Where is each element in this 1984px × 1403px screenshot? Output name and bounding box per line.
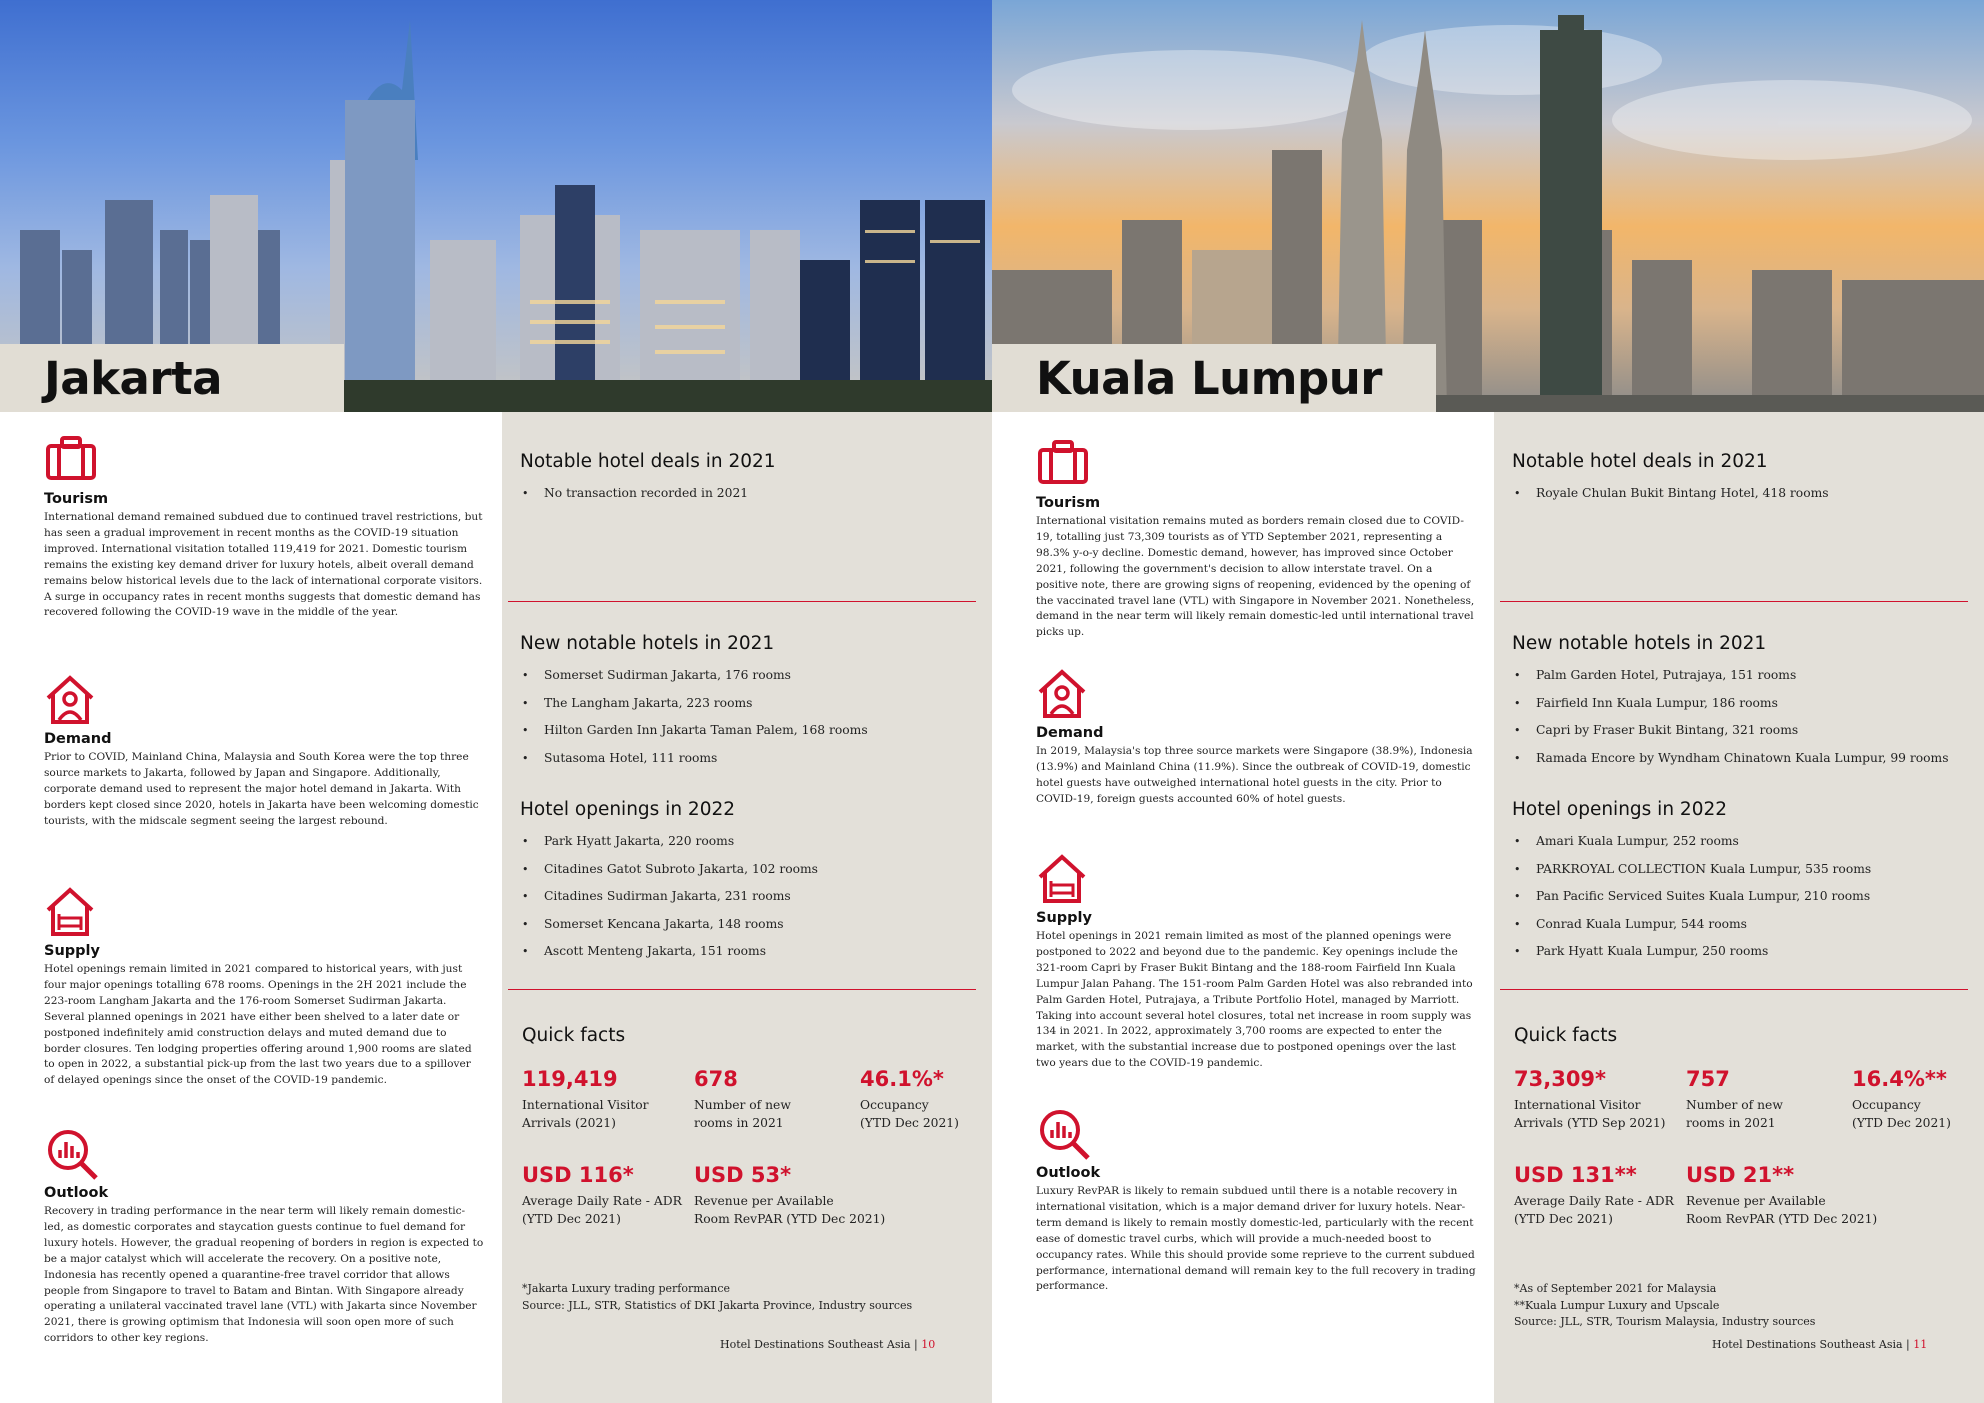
stat-label: Average Daily Rate - ADR (YTD Dec 2021) [522,1194,682,1226]
footnotes [1514,1281,1815,1331]
suitcase-icon [44,434,100,486]
stat-occupancy [1852,1066,1951,1132]
list-item: • Sutasoma Hotel, 111 rooms [520,745,980,773]
page-footer [720,1338,935,1351]
list-item: • Fairfield Inn Kuala Lumpur, 186 rooms [1512,690,1972,718]
stat-label: Number of new rooms in 2021 [694,1098,791,1130]
stat-value: 46.1%* [860,1067,944,1091]
page-number: 11 [1913,1338,1928,1351]
stat-value: 757 [1686,1067,1730,1091]
deals-heading: Notable hotel deals in 2021 [520,451,776,472]
list-item: • Capri by Fraser Bukit Bintang, 321 rooms [1512,717,1972,745]
list-item: • Citadines Gatot Subroto Jakarta, 102 rooms [520,856,980,884]
new-hotels-block [1512,632,1972,772]
list-item: • Ramada Encore by Wyndham Chinatown Kuala Lumpur, 99 rooms [1512,745,1972,773]
city-title-tab [0,344,344,412]
section-body: Luxury RevPAR is likely to remain subdued until there is a notable recovery in international visitation, which is a major demand driver for luxury hotels. Near-term demand is likely to remain mostly domestic-led, particularly with the recent ease of domestic travel curbs, which will provide a much-needed boost to occupancy rates. While this should provide some reprieve to the current subdued performance, international demand will remain key to the full recovery in trading performance. [1036,1185,1476,1293]
divider [1500,601,1968,602]
stat-occupancy [860,1066,959,1132]
stat-new-rooms [694,1066,791,1132]
city-title: Kuala Lumpur [1036,352,1382,405]
footer-text: Hotel Destinations Southeast Asia | [720,1338,918,1351]
divider [1500,989,1968,990]
list-item: • Park Hyatt Kuala Lumpur, 250 rooms [1512,938,1972,966]
divider [508,989,976,990]
hotel-bed-icon [44,886,100,938]
new-hotels-heading: New notable hotels in 2021 [520,633,775,654]
list-item: • Somerset Sudirman Jakarta, 176 rooms [520,662,980,690]
section-title: Demand [1036,725,1104,741]
section-demand [44,674,484,830]
person-home-icon [1036,668,1092,720]
stat-revpar [1686,1162,1877,1228]
section-tourism [1036,438,1476,641]
stat-value: USD 116* [522,1163,634,1187]
section-title: Supply [1036,910,1092,926]
stat-revpar [694,1162,885,1228]
list-item: • Citadines Sudirman Jakarta, 231 rooms [520,883,980,911]
list-item: • Royale Chulan Bukit Bintang Hotel, 418 rooms [1512,480,1972,508]
openings-heading: Hotel openings in 2022 [520,799,736,820]
section-tourism [44,434,484,621]
stat-value: 119,419 [522,1067,618,1091]
section-body: International visitation remains muted as borders remain closed due to COVID-19, totalling just 73,309 tourists as of YTD September 2021, representing a 98.3% y-o-y decline. Domestic demand, however, has improved since October 2021, following the government's decision to allow interstate travel. On a positive note, there are growing signs of reopening, evidenced by the opening of the vaccinated travel lane (VTL) with Singapore in November 2021. Nonetheless, demand in the near term will likely remain domestic-led until international travel picks up. [1036,515,1475,639]
section-outlook [44,1128,484,1347]
new-hotels-list [1512,662,1972,772]
divider [508,601,976,602]
stat-value: 16.4%** [1852,1067,1947,1091]
footnote: *Jakarta Luxury trading performance [522,1282,730,1295]
stat-label: Revenue per Available Room RevPAR (YTD Dec 2021) [694,1194,886,1226]
quick-facts-heading: Quick facts [1514,1025,1618,1046]
section-body: Hotel openings remain limited in 2021 compared to historical years, with just four major openings totalling 678 rooms. Openings in the 2H 2021 include the 223-room Langham Jakarta and the 176-room Somerset Sudirman Jakarta. Several planned openings in 2021 have either been shelved to a later date or postponed indefinitely amid construction delays and muted demand due to border closures. Ten lodging properties offering around 1,900 rooms are slated to open in 2022, a substantial pick-up from the last two years due to a spillover of delayed openings since the onset of the COVID-19 pandemic. [44,963,472,1087]
list-item: • PARKROYAL COLLECTION Kuala Lumpur, 535 rooms [1512,856,1972,884]
list-item: • Somerset Kencana Jakarta, 148 rooms [520,911,980,939]
stat-label: International Visitor Arrivals (YTD Sep 2021) [1514,1098,1666,1130]
facts-panel [1494,412,1984,1403]
city-title-tab [992,344,1436,412]
stat-label: Number of new rooms in 2021 [1686,1098,1783,1130]
facts-panel [502,412,992,1403]
footnote: *As of September 2021 for Malaysia [1514,1282,1717,1295]
list-item: • Park Hyatt Jakarta, 220 rooms [520,828,980,856]
stat-adr [522,1162,682,1228]
section-outlook [1036,1108,1476,1295]
list-item: • Palm Garden Hotel, Putrajaya, 151 rooms [1512,662,1972,690]
new-hotels-block [520,632,980,772]
section-body: In 2019, Malaysia's top three source markets were Singapore (38.9%), Indonesia (13.9%) and Mainland China (11.9%). Since the outbreak of COVID-19, domestic hotel guests have outweighed international hotel guests in the city. Prior to COVID-19, foreign guests accounted 60% of hotel guests. [1036,745,1473,805]
section-demand [1036,668,1476,808]
page-footer [1712,1338,1927,1351]
new-hotels-list [520,662,980,772]
new-hotels-heading: New notable hotels in 2021 [1512,633,1767,654]
section-title: Outlook [1036,1165,1101,1181]
quick-facts-heading: Quick facts [522,1025,626,1046]
source-note: Source: JLL, STR, Statistics of DKI Jakarta Province, Industry sources [522,1298,913,1312]
section-body: Recovery in trading performance in the near term will likely remain domestic-led, as domestic corporates and staycation guests continue to fuel demand for luxury hotels. However, the gradual reopening of borders in region is expected to be a major catalyst which will accelerate the recovery. On a positive note, Indonesia has recently opened a quarantine-free travel corridor that allows people from Singapore to travel to Batam and Bintan. With Singapore already operating a unilateral vaccinated travel lane (VTL) with Jakarta since November 2021, there is growing optimism that Indonesia will soon open more of such corridors to other key regions. [44,1205,484,1345]
magnifier-chart-icon [1036,1108,1092,1160]
hotel-bed-icon [1036,853,1092,905]
openings-list [1512,828,1972,966]
stat-label: Occupancy (YTD Dec 2021) [860,1098,959,1130]
stat-adr [1514,1162,1674,1228]
person-home-icon [44,674,100,726]
suitcase-icon [1036,438,1092,490]
section-body: Prior to COVID, Mainland China, Malaysia and South Korea were the top three source markets to Jakarta, followed by Japan and Singapore. Additionally, corporate demand used to represent the major hotel demand in Jakarta. With borders kept closed since 2020, hotels in Jakarta have been welcoming domestic tourists, with the midscale segment seeing the largest rebound. [44,751,479,827]
source-note: Source: JLL, STR, Tourism Malaysia, Industry sources [1514,1315,1816,1328]
stat-value: 678 [694,1067,738,1091]
stat-value: USD 53* [694,1163,792,1187]
stat-label: Occupancy (YTD Dec 2021) [1852,1098,1951,1130]
openings-block [1512,798,1972,966]
list-item: • Ascott Menteng Jakarta, 151 rooms [520,938,980,966]
page-kuala-lumpur [992,0,1984,1403]
stat-value: USD 21** [1686,1163,1795,1187]
section-title: Demand [44,731,112,747]
section-title: Tourism [44,491,109,507]
list-item: • No transaction recorded in 2021 [520,480,980,508]
footnote: **Kuala Lumpur Luxury and Upscale [1514,1298,1720,1312]
section-body: International demand remained subdued due to continued travel restrictions, but has seen a gradual improvement in recent months as the COVID-19 situation improved. International visitation totalled 119,419 for 2021. Domestic tourism remains the existing key demand driver for luxury hotels, albeit overall demand remains below historical levels due to the lack of international corporate visitors. A surge in occupancy rates in recent months suggests that domestic demand has recovered following the COVID-19 wave in the middle of the year. [44,511,483,619]
deals-heading: Notable hotel deals in 2021 [1512,451,1768,472]
section-title: Supply [44,943,100,959]
openings-block [520,798,980,966]
stat-label: International Visitor Arrivals (2021) [522,1098,649,1130]
section-title: Tourism [1036,495,1101,511]
deals-block [1512,450,1972,508]
stat-value: 73,309* [1514,1067,1607,1091]
list-item: • Pan Pacific Serviced Suites Kuala Lumpur, 210 rooms [1512,883,1972,911]
page-number: 10 [921,1338,936,1351]
section-supply [1036,853,1476,1072]
deals-list [520,480,980,508]
stat-visitor-arrivals [522,1066,649,1132]
deals-block [520,450,980,508]
section-title: Outlook [44,1185,109,1201]
section-body: Hotel openings in 2021 remain limited as most of the planned openings were postponed to 2022 and beyond due to the pandemic. Key openings include the 321-room Capri by Fraser Bukit Bintang and the 188-room Fairfield Inn Kuala Lumpur Jalan Pahang. The 151-room Palm Garden Hotel was also rebranded into Palm Garden Hotel, Putrajaya, a Tribute Portfolio Hotel, managed by Marriott. Taking into account several hotel closures, total net increase in room supply was 134 in 2021. In 2022, approximately 3,700 rooms are expected to enter the market, with the substantial increase due to postponed openings over the last two years due to the COVID-19 pandemic. [1036,930,1473,1070]
stat-visitor-arrivals [1514,1066,1665,1132]
list-item: • Conrad Kuala Lumpur, 544 rooms [1512,911,1972,939]
stat-value: USD 131** [1514,1163,1637,1187]
openings-list [520,828,980,966]
footer-text: Hotel Destinations Southeast Asia | [1712,1338,1910,1351]
stat-label: Revenue per Available Room RevPAR (YTD Dec 2021) [1686,1194,1878,1226]
footnotes [522,1281,912,1314]
list-item: • Hilton Garden Inn Jakarta Taman Palem, 168 rooms [520,717,980,745]
list-item: • The Langham Jakarta, 223 rooms [520,690,980,718]
stat-label: Average Daily Rate - ADR (YTD Dec 2021) [1514,1194,1674,1226]
list-item: • Amari Kuala Lumpur, 252 rooms [1512,828,1972,856]
openings-heading: Hotel openings in 2022 [1512,799,1728,820]
magnifier-chart-icon [44,1128,100,1180]
city-title: Jakarta [44,352,222,405]
section-supply [44,886,484,1089]
deals-list [1512,480,1972,508]
stat-new-rooms [1686,1066,1783,1132]
